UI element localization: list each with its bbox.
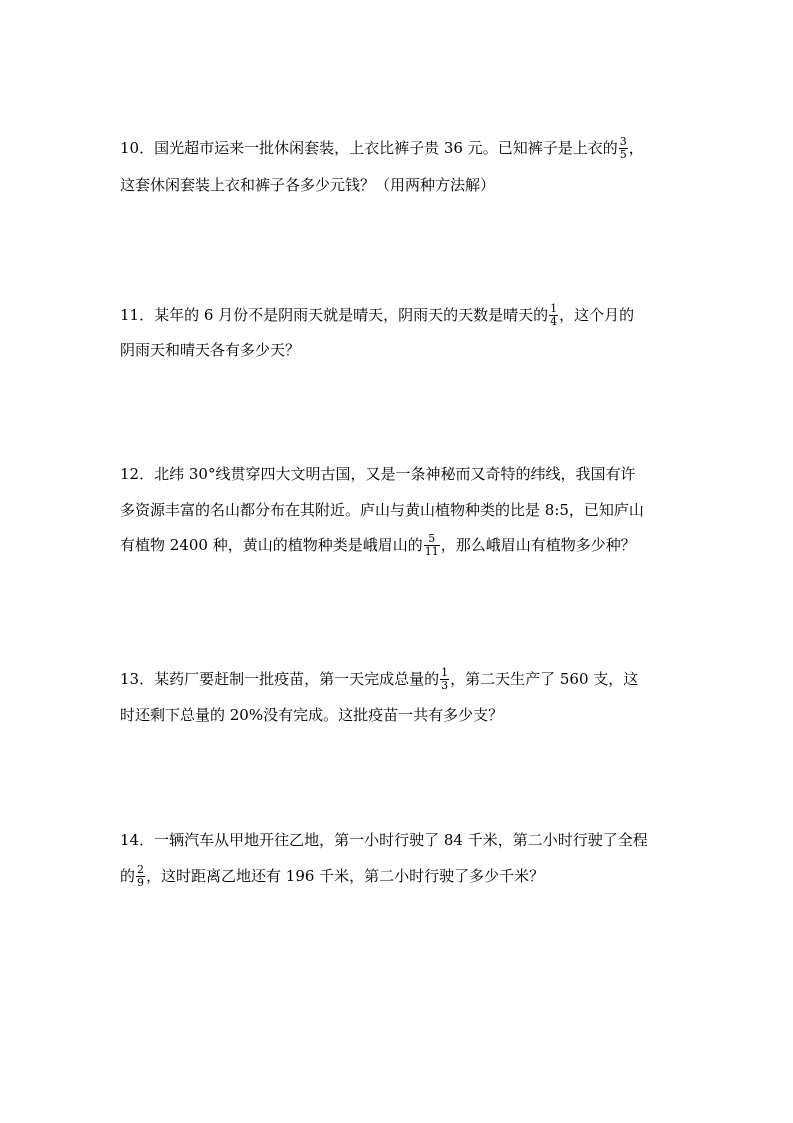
fraction-denominator: 4	[550, 314, 558, 328]
problem-14-line-1	[120, 823, 648, 857]
fraction-numerator: 3	[619, 134, 627, 148]
fraction	[136, 864, 145, 889]
fraction-denominator: 9	[137, 875, 145, 889]
problem-text: ，那么峨眉山有植物多少种？	[440, 536, 636, 554]
problem-12-line-3	[120, 528, 636, 562]
problem-12-line-2	[120, 493, 644, 527]
problem-text: ，	[628, 139, 644, 157]
fraction	[440, 667, 449, 692]
problem-14-line-2	[120, 859, 544, 893]
problem-13-line-1	[120, 662, 638, 696]
problem-text: 的	[120, 867, 136, 885]
problem-12-line-1	[120, 457, 635, 491]
fraction	[549, 303, 558, 328]
problem-text: ，这时距离乙地还有 196 千米，第二小时行驶了多少千米？	[146, 867, 545, 885]
fraction-denominator: 5	[619, 147, 627, 161]
fraction-denominator: 11	[424, 544, 439, 558]
fraction-numerator: 1	[441, 665, 449, 679]
problem-13-line-2	[120, 698, 503, 732]
problem-text: 这套休闲套装上衣和裤子各多少元钱？（用两种方法解）	[120, 176, 496, 194]
fraction-numerator: 2	[137, 862, 145, 876]
problem-text: 有植物 2400 种，黄山的植物种类是峨眉山的	[120, 536, 423, 554]
fraction-denominator: 3	[441, 678, 449, 692]
problem-text: 多资源丰富的名山都分布在其附近。庐山与黄山植物种类的比是 8:5，已知庐山	[120, 501, 644, 519]
fraction-numerator: 5	[424, 533, 440, 546]
problem-11-line-1	[120, 298, 634, 332]
problem-text: 时还剩下总量的 20%没有完成。这批疫苗一共有多少支？	[120, 706, 504, 724]
problem-text: ，这个月的	[559, 306, 635, 324]
problem-10-line-2	[120, 168, 495, 202]
problem-text: ，第二天生产了 560 支，这	[450, 670, 639, 688]
fraction	[424, 533, 440, 558]
problem-text: 阴雨天和晴天各有多少天？	[120, 341, 301, 359]
problem-11-line-2	[120, 333, 300, 367]
problem-10-line-1	[120, 131, 644, 165]
problem-text: 11．某年的 6 月份不是阴雨天就是晴天，阴雨天的天数是晴天的	[120, 306, 549, 324]
problem-text: 12．北纬 30°线贯穿四大文明古国，又是一条神秘而又奇特的纬线，我国有许	[120, 465, 636, 483]
problem-text: 14．一辆汽车从甲地开往乙地，第一小时行驶了 84 千米，第二小时行驶了全程	[120, 831, 648, 849]
problem-text: 10．国光超市运来一批休闲套装，上衣比裤子贵 36 元。已知裤子是上衣的	[120, 139, 618, 157]
fraction-numerator: 1	[550, 301, 558, 315]
fraction	[619, 136, 628, 161]
problem-text: 13．某药厂要赶制一批疫苗，第一天完成总量的	[120, 670, 440, 688]
